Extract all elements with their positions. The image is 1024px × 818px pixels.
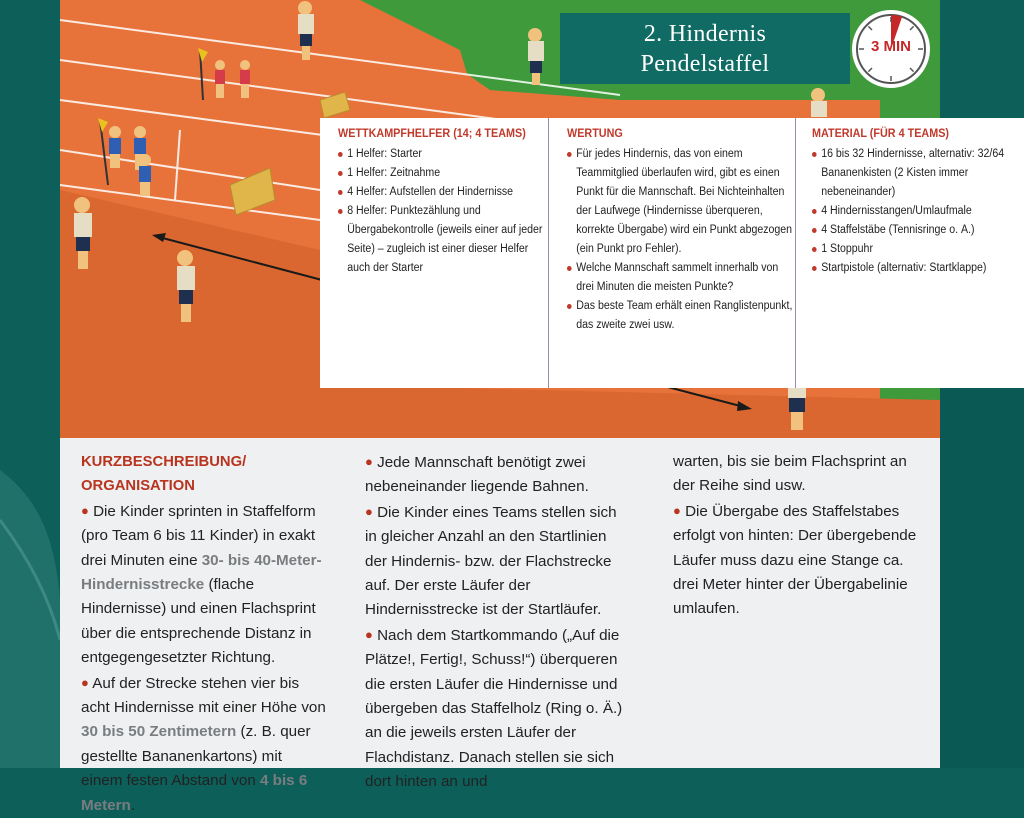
scoring-heading: WERTUNG — [567, 126, 623, 140]
list-item: 4 Helfer: Aufstellen der Hindernisse — [338, 183, 546, 202]
paragraph — [365, 500, 631, 623]
timer-badge — [850, 6, 932, 88]
list-item: 1 Stoppuhr — [812, 240, 1022, 259]
description-heading-line-2: ORGANISATION — [81, 478, 195, 495]
list-item: 1 Helfer: Zeitnahme — [338, 164, 546, 183]
paragraph — [365, 623, 631, 795]
text-column-2 — [365, 450, 631, 795]
list-item: 16 bis 32 Hindernisse, alternativ: 32/64 Bananenkisten (2 Kisten immer nebeneinander) — [812, 145, 1022, 202]
bullet-icon: ● — [81, 502, 89, 518]
material-heading: MATERIAL (FÜR 4 TEAMS) — [812, 126, 949, 140]
list-item: Für jedes Hindernis, das von einem Teammitglied überlaufen wird, gibt es einen Punkt für die Mannschaft. Bei Nichteinhalten der Laufwege (Hindernisse überqueren, korrekte Übergabe) wird ein Punkt abgezogen (ein Punkt pro Fehler). — [567, 145, 793, 259]
bullet-icon: ● — [673, 502, 681, 518]
bullet-icon: ● — [81, 674, 89, 690]
paragraph-text: Die Übergabe des Staffelstabes erfolgt von hinten: Der übergebende Läufer muss dazu eine Stange ca. drei Meter hinter der Übergabelinie umlaufen. — [673, 502, 917, 618]
text-column-1 — [81, 450, 327, 818]
list-item: 4 Hindernisstangen/Umlaufmale — [812, 202, 1022, 221]
material-section — [795, 118, 1024, 388]
info-panel — [320, 118, 1024, 388]
paragraph — [81, 499, 327, 671]
list-item: 1 Helfer: Starter — [338, 145, 546, 164]
highlight-text: 30 bis 50 Zentimetern — [81, 723, 237, 741]
paragraph-text: Nach dem Startkommando („Auf die Plätze!, Fertig!, Schuss!“) überqueren die ersten Läufer die Hindernisse und übergeben das Staffelholz (Ring o. Ä.) an die jeweils ersten Läufer der Flachdistanz. Danach stellen sie sich dort hinten an und — [365, 626, 623, 791]
page-title — [560, 13, 850, 84]
scoring-section — [548, 118, 795, 388]
paragraph: warten, bis sie beim Flachsprint an der Reihe sind usw. — [673, 453, 907, 495]
bullet-icon: ● — [365, 626, 373, 642]
list-item: 8 Helfer: Punktezählung und Übergabekontrolle (jeweils einer auf jeder Seite) – zugleich ist einer dieser Helfer auch der Starter — [338, 202, 546, 278]
description-heading-line-1: KURZBESCHREIBUNG/ — [81, 454, 247, 470]
paragraph — [365, 450, 631, 500]
timer-label: 3 MIN — [870, 38, 911, 55]
text-column-3 — [673, 450, 917, 622]
bullet-icon: ● — [365, 454, 373, 469]
paragraph-text: Die Kinder sprinten in Staffelform (pro Team 6 bis 11 Kinder) in exakt drei Minuten eine — [81, 502, 316, 569]
paragraph-text: (z. B. quer gestellte Bananenkartons) mit einem festen Abstand von — [81, 723, 311, 790]
material-list — [812, 145, 1014, 278]
helpers-heading: WETTKAMPFHELFER (14; 4 TEAMS) — [338, 126, 526, 140]
description-section — [60, 438, 940, 814]
list-item: Welche Mannschaft sammelt innerhalb von drei Minuten die meisten Punkte? — [567, 259, 793, 297]
title-line-1: 2. Hindernis — [643, 20, 767, 47]
paragraph-text: Die Kinder eines Teams stellen sich in gleicher Anzahl an den Startlinien der Hindernis- bzw. der Flachstrecke auf. Der erste Läufer der Hindernisstrecke ist der Startläufer. — [365, 503, 617, 619]
highlight-text: 30- bis 40-Meter-Hindernisstrecke — [81, 551, 322, 594]
scoring-list — [567, 145, 793, 335]
paragraph — [673, 499, 917, 622]
paragraph-text: Jede Mannschaft benötigt zwei nebeneinander liegende Bahnen. — [365, 454, 589, 496]
highlight-text: 4 bis 6 Metern — [81, 772, 308, 814]
paragraph — [81, 671, 327, 818]
title-line-2: Pendelstaffel — [640, 50, 770, 77]
helpers-list — [338, 145, 543, 278]
list-item: 4 Staffelstäbe (Tennisringe o. Ä.) — [812, 221, 1022, 240]
paragraph-text: . — [130, 796, 136, 814]
helpers-section — [320, 118, 548, 388]
paragraph-text: Auf der Strecke stehen vier bis acht Hindernisse mit einer Höhe von — [81, 674, 326, 717]
paragraph-text: (flache Hindernisse) und einen Flachsprint über die entsprechende Distanz in entgegengesetzter Richtung. — [81, 576, 316, 667]
list-item: Das beste Team erhält einen Ranglistenpunkt, das zweite zwei usw. — [567, 297, 793, 335]
description-heading — [81, 450, 327, 499]
bullet-icon: ● — [365, 503, 373, 519]
document-page — [60, 0, 1005, 814]
list-item: Startpistole (alternativ: Startklappe) — [812, 259, 1022, 278]
